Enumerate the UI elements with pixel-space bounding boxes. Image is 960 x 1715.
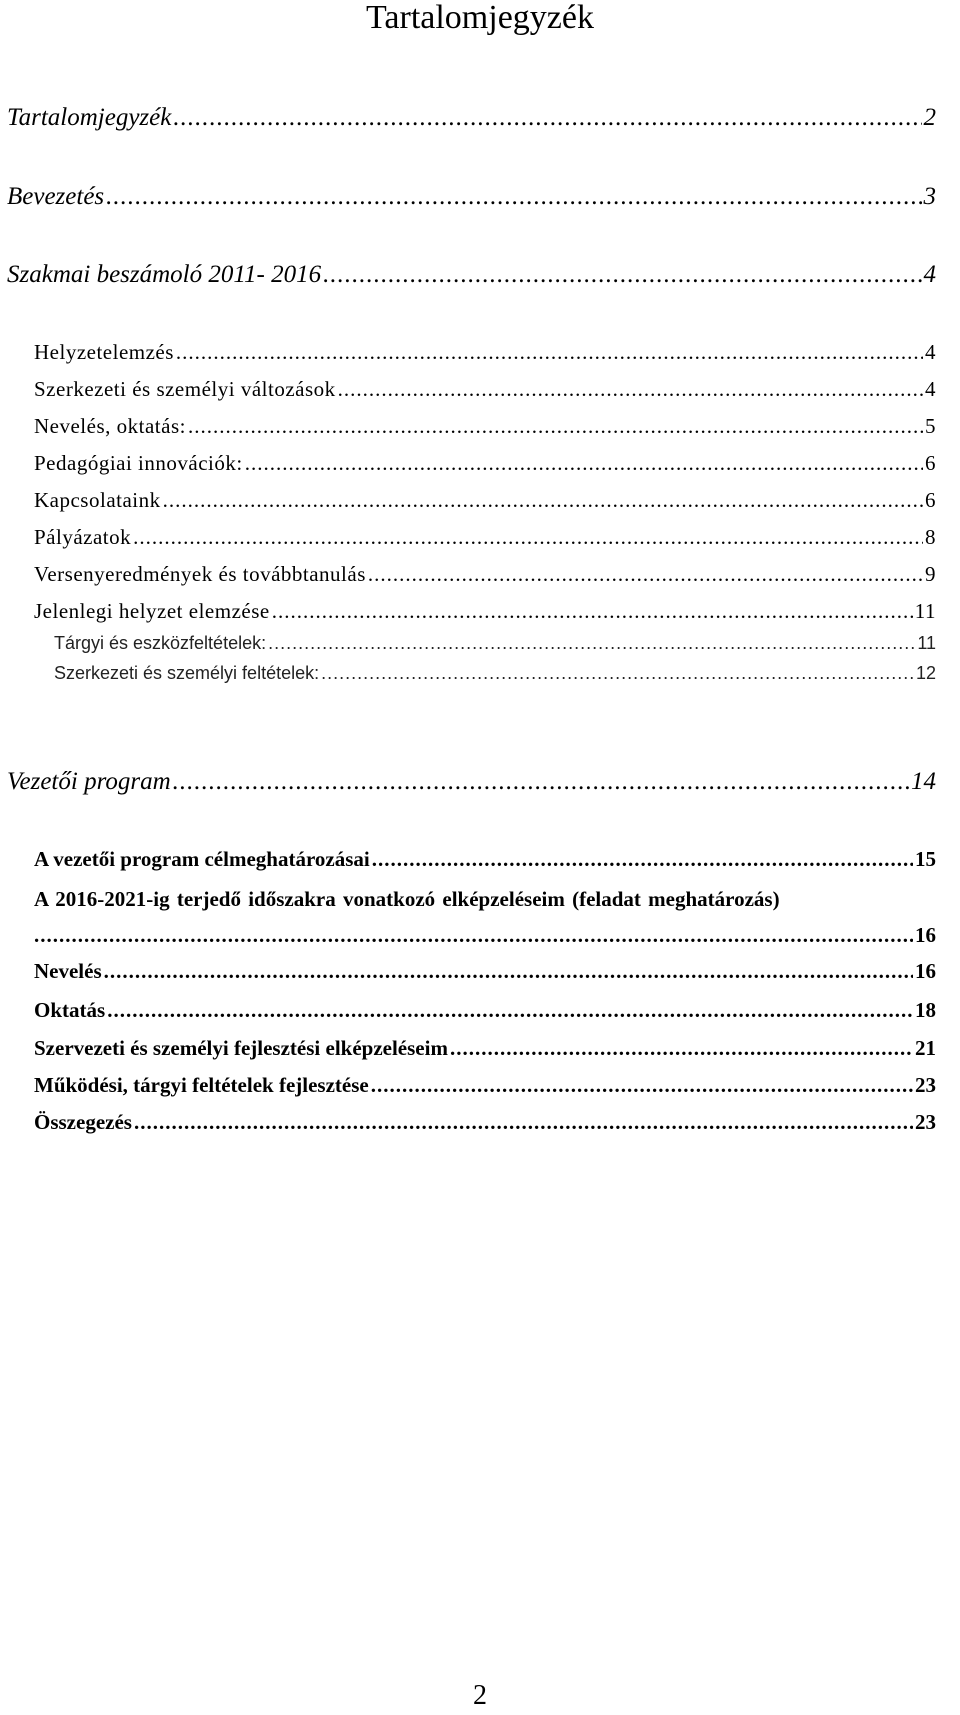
toc-leader-dots	[107, 998, 913, 1020]
toc-leader-dots	[268, 633, 915, 652]
toc-entry-neveles[interactable]	[34, 959, 936, 984]
toc-entry-label: Pályázatok	[34, 525, 132, 549]
toc-leader-dots	[176, 340, 923, 362]
toc-entry-page: 16	[915, 959, 936, 983]
toc-entry-page: 4	[925, 377, 936, 401]
toc-entry-neveles-oktatas[interactable]	[34, 414, 936, 439]
toc-entry-label: Szerkezeti és személyi változások	[34, 377, 336, 401]
toc-entry-page: 15	[915, 847, 936, 871]
toc-entry-szerkezeti-valtozasok[interactable]	[34, 377, 936, 402]
toc-entry-label: Tárgyi és eszközfeltételek:	[54, 633, 267, 653]
toc-entry-page: 6	[925, 488, 936, 512]
toc-entry-page: 11	[914, 599, 936, 623]
toc-leader-dots	[104, 959, 913, 981]
toc-leader-dots	[372, 847, 913, 869]
toc-entry-page: 4	[925, 340, 936, 364]
toc-entry-oktatas[interactable]	[34, 998, 936, 1023]
toc-entry-pedagogiai-innovaciok[interactable]	[34, 451, 936, 476]
toc-leader-dots	[371, 1073, 913, 1095]
toc-entry-page: 4	[923, 261, 936, 288]
toc-entry-szerkezeti-feltetelek[interactable]	[54, 663, 936, 684]
toc-entry-label: Vezetői program	[7, 768, 171, 795]
toc-leader-dots	[106, 183, 921, 209]
toc-leader-dots	[173, 104, 921, 130]
toc-entry-label: Nevelés	[34, 959, 102, 983]
toc-entry-versenyeredmenyek[interactable]	[34, 562, 936, 587]
toc-entry-osszegezes[interactable]	[34, 1110, 936, 1135]
toc-entry-page: 12	[915, 663, 936, 683]
toc-entry-label: Kapcsolataink	[34, 488, 161, 512]
toc-leader-dots	[134, 1110, 913, 1132]
toc-entry-kapcsolataink[interactable]	[34, 488, 936, 513]
toc-entry-page: 8	[925, 525, 936, 549]
toc-entry-szakmai-beszamolo[interactable]	[7, 261, 936, 289]
toc-leader-dots	[133, 525, 923, 547]
toc-leader-dots	[323, 261, 921, 287]
toc-entry-page: 3	[923, 183, 936, 210]
toc-entry-label: Bevezetés	[7, 183, 105, 210]
toc-entry-label: Pedagógiai innovációk:	[34, 451, 243, 475]
toc-entry-page: 23	[915, 1110, 936, 1134]
toc-entry-label: Szervezeti és személyi fejlesztési elképzeléseim	[34, 1036, 448, 1060]
toc-leader-dots	[321, 663, 914, 682]
toc-entry-helyzetelemzes[interactable]	[34, 340, 936, 365]
toc-entry-label: Oktatás	[34, 998, 106, 1022]
toc-entry-page: 9	[925, 562, 936, 586]
toc-leader-dots	[163, 488, 923, 510]
toc-entry-label: Szerkezeti és személyi feltételek:	[54, 663, 320, 683]
toc-entry-label: A vezetői program célmeghatározásai	[34, 847, 370, 871]
toc-entry-szervezeti-fejlesztes[interactable]	[34, 1036, 936, 1061]
toc-leader-dots	[272, 599, 913, 621]
document-title: Tartalomjegyzék	[366, 0, 594, 36]
toc-entry-label: Jelenlegi helyzet elemzése	[34, 599, 270, 623]
toc-entry-palyazatok[interactable]	[34, 525, 936, 550]
toc-leader-dots	[338, 377, 923, 399]
toc-entry-label: Szakmai beszámoló 2011- 2016	[7, 261, 322, 288]
toc-entry-elkepzeleseim-page-line[interactable]	[34, 923, 936, 948]
toc-entry-jelenlegi-helyzet[interactable]	[34, 599, 936, 624]
toc-leader-dots	[34, 923, 913, 945]
toc-leader-dots	[368, 562, 923, 584]
toc-leader-dots	[245, 451, 923, 473]
toc-entry-page: 21	[915, 1036, 936, 1060]
toc-leader-dots	[188, 414, 923, 436]
toc-entry-page: 11	[917, 633, 936, 653]
toc-entry-page: 6	[925, 451, 936, 475]
toc-entry-label: Versenyeredmények és továbbtanulás	[34, 562, 366, 586]
toc-entry-tartalomjegyzek[interactable]	[7, 104, 936, 132]
toc-entry-page: 2	[923, 104, 936, 131]
toc-leader-dots	[173, 768, 909, 794]
toc-entry-celmeghatarozasai[interactable]	[34, 847, 936, 872]
toc-entry-bevezetes[interactable]	[7, 183, 936, 211]
page-number: 2	[473, 1680, 487, 1711]
toc-entry-elkepzeleseim-heading[interactable]: A 2016-2021-ig terjedő időszakra vonatkozó elképzeléseim (feladat meghatározás)	[34, 887, 780, 911]
toc-entry-label: Működési, tárgyi feltételek fejlesztése	[34, 1073, 369, 1097]
toc-entry-targyi-feltetelek[interactable]	[54, 633, 936, 654]
toc-entry-label: Nevelés, oktatás:	[34, 414, 186, 438]
toc-entry-label: Helyzetelemzés	[34, 340, 174, 364]
toc-entry-page: 18	[915, 998, 936, 1022]
toc-entry-page: 23	[915, 1073, 936, 1097]
toc-entry-mukodesi-feltetelek[interactable]	[34, 1073, 936, 1098]
toc-entry-page: 14	[911, 768, 936, 795]
toc-leader-dots	[450, 1036, 913, 1058]
toc-entry-page: 16	[915, 923, 936, 947]
toc-entry-vezetoi-program[interactable]	[7, 768, 936, 796]
toc-entry-label: Tartalomjegyzék	[7, 104, 172, 131]
toc-entry-page: 5	[925, 414, 936, 438]
toc-entry-label: Összegezés	[34, 1110, 132, 1134]
